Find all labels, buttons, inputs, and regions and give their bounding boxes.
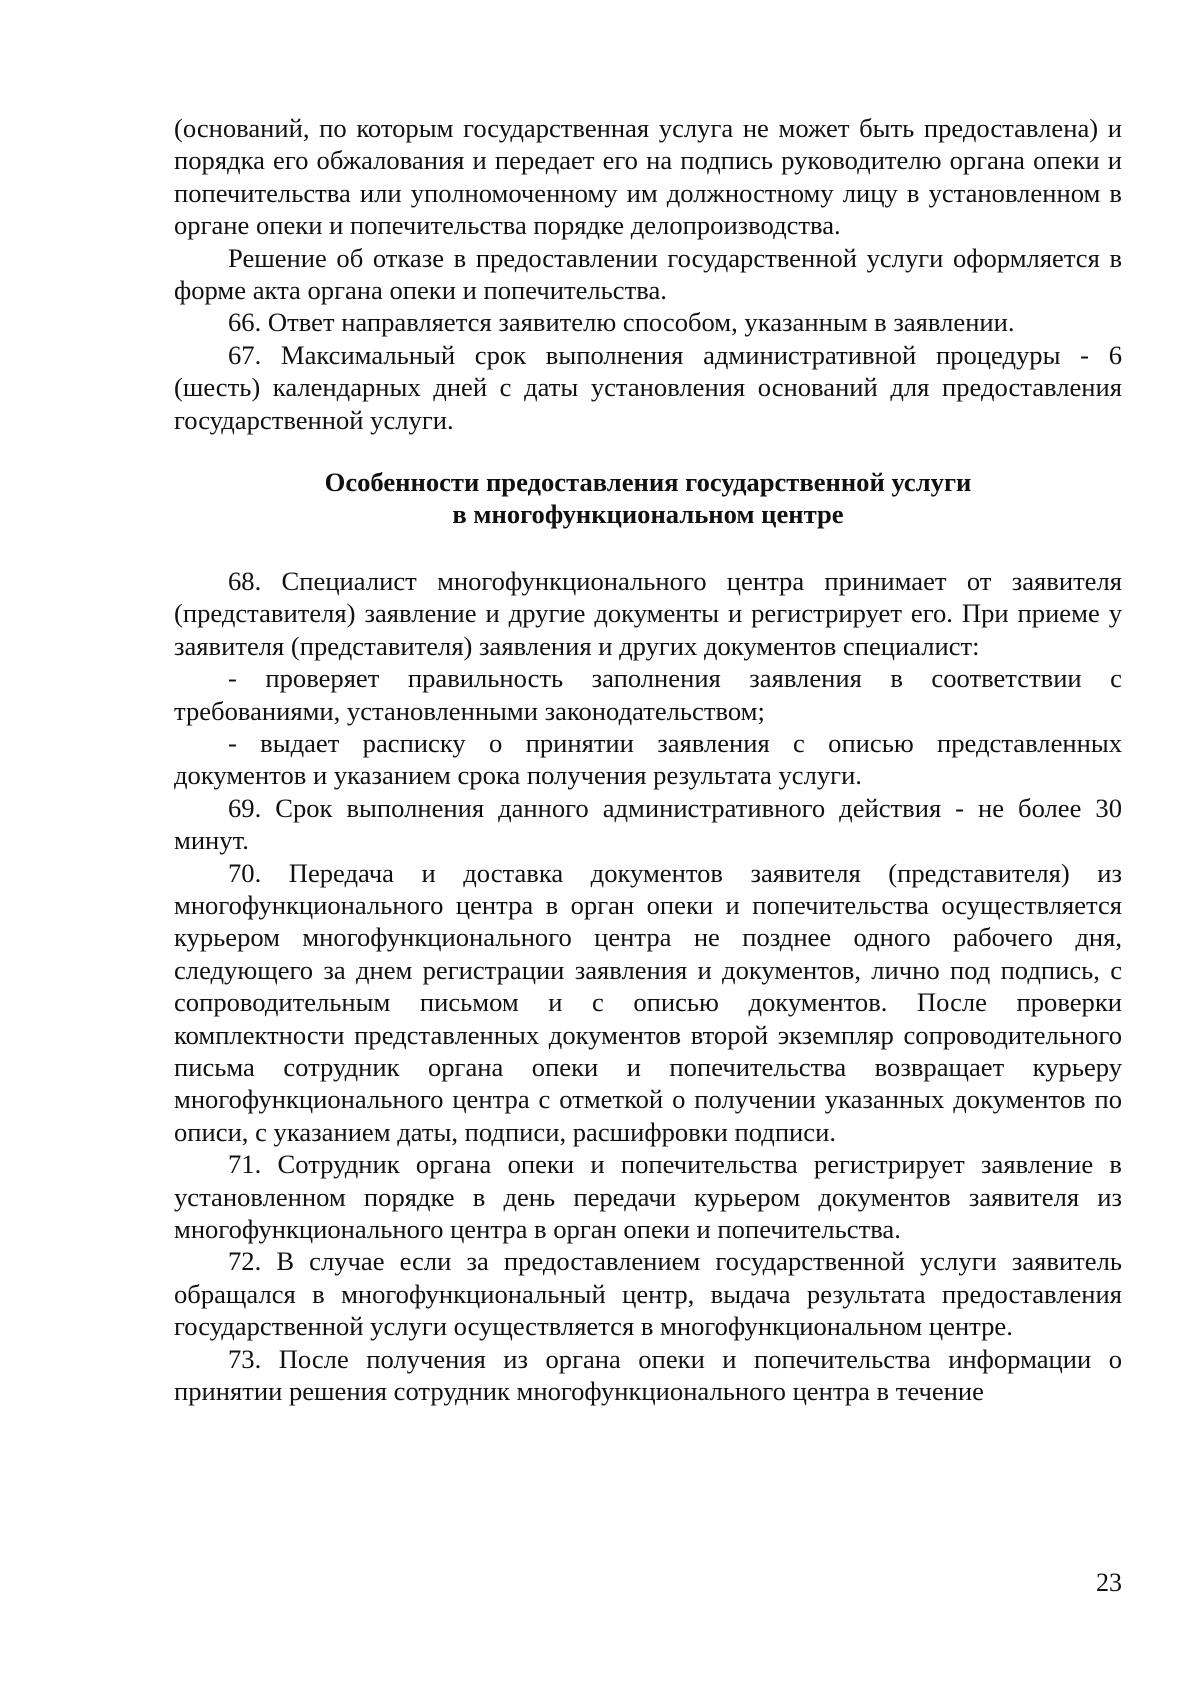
- paragraph-refusal-decision: Решение об отказе в предоставлении государственной услуги оформляется в форме акта органа опеки и попечительства.: [174, 242, 1122, 306]
- document-page: [174, 112, 1122, 1407]
- section-heading-line-2: в многофункциональном центре: [452, 499, 844, 530]
- paragraph-71: 71. Сотрудник органа опеки и попечительства регистрирует заявление в установленном порядке в день передачи курьером документов заявителя из многофункционального центра в орган опеки и попечительства.: [174, 1149, 1122, 1244]
- paragraph-67: 67. Максимальный срок выполнения административной процедуры - 6 (шесть) календарных дней с даты установления оснований для предоставления государственной услуги.: [174, 339, 1122, 435]
- paragraph-72: 72. В случае если за предоставлением государственной услуги заявитель обращался в многофункциональный центр, выдача результата предоставления государственной услуги осуществляется в многофункциональном центре.: [174, 1246, 1122, 1342]
- paragraph-66: 66. Ответ направляется заявителю способом, указанным в заявлении.: [228, 307, 1015, 338]
- list-item-check-application: - проверяет правильность заполнения заявления в соответствии с требованиями, установленными законодательством;: [174, 663, 1122, 726]
- paragraph-73: 73. После получения из органа опеки и попечительства информации о принятии решения сотрудник многофункционального центра в течение: [174, 1343, 1122, 1407]
- paragraph-70: 70. Передача и доставка документов заявителя (представителя) из многофункционального центра в орган опеки и попечительства осуществляется курьером многофункционального центра не позднее одного рабочего дня, следующего за днем регистрации заявления и документов, лично под подпись, с сопроводительным письмом и с описью документов. После проверки комплектности представленных документов второй экземпляр сопроводительного письма сотрудник органа опеки и попечительства возвращает курьеру многофункционального центра с отметкой о получении указанных документов по описи, с указанием даты, подписи, расшифровки подписи.: [174, 857, 1122, 1147]
- list-item-issue-receipt: - выдает расписку о принятии заявления с описью представленных документов и указанием срока получения результата услуги.: [174, 727, 1122, 791]
- paragraph-69: 69. Срок выполнения данного административного действия - не более 30 минут.: [174, 792, 1122, 856]
- section-heading-line-1: Особенности предоставления государственной услуги: [324, 467, 972, 498]
- paragraph-continuation: (оснований, по которым государственная услуга не может быть предоставлена) и порядка его обжалования и передает его на подпись руководителю органа опеки и попечительства или уполномоченному им должностному лицу в установленном в органе опеки и попечительства порядке делопроизводства.: [174, 113, 1122, 241]
- page-number: 23: [1096, 1568, 1122, 1597]
- section-heading: [174, 466, 1122, 531]
- paragraph-68: 68. Специалист многофункционального центра принимает от заявителя (представителя) заявление и другие документы и регистрирует его. При приеме у заявителя (представителя) заявления и других документов специалист:: [174, 565, 1122, 661]
